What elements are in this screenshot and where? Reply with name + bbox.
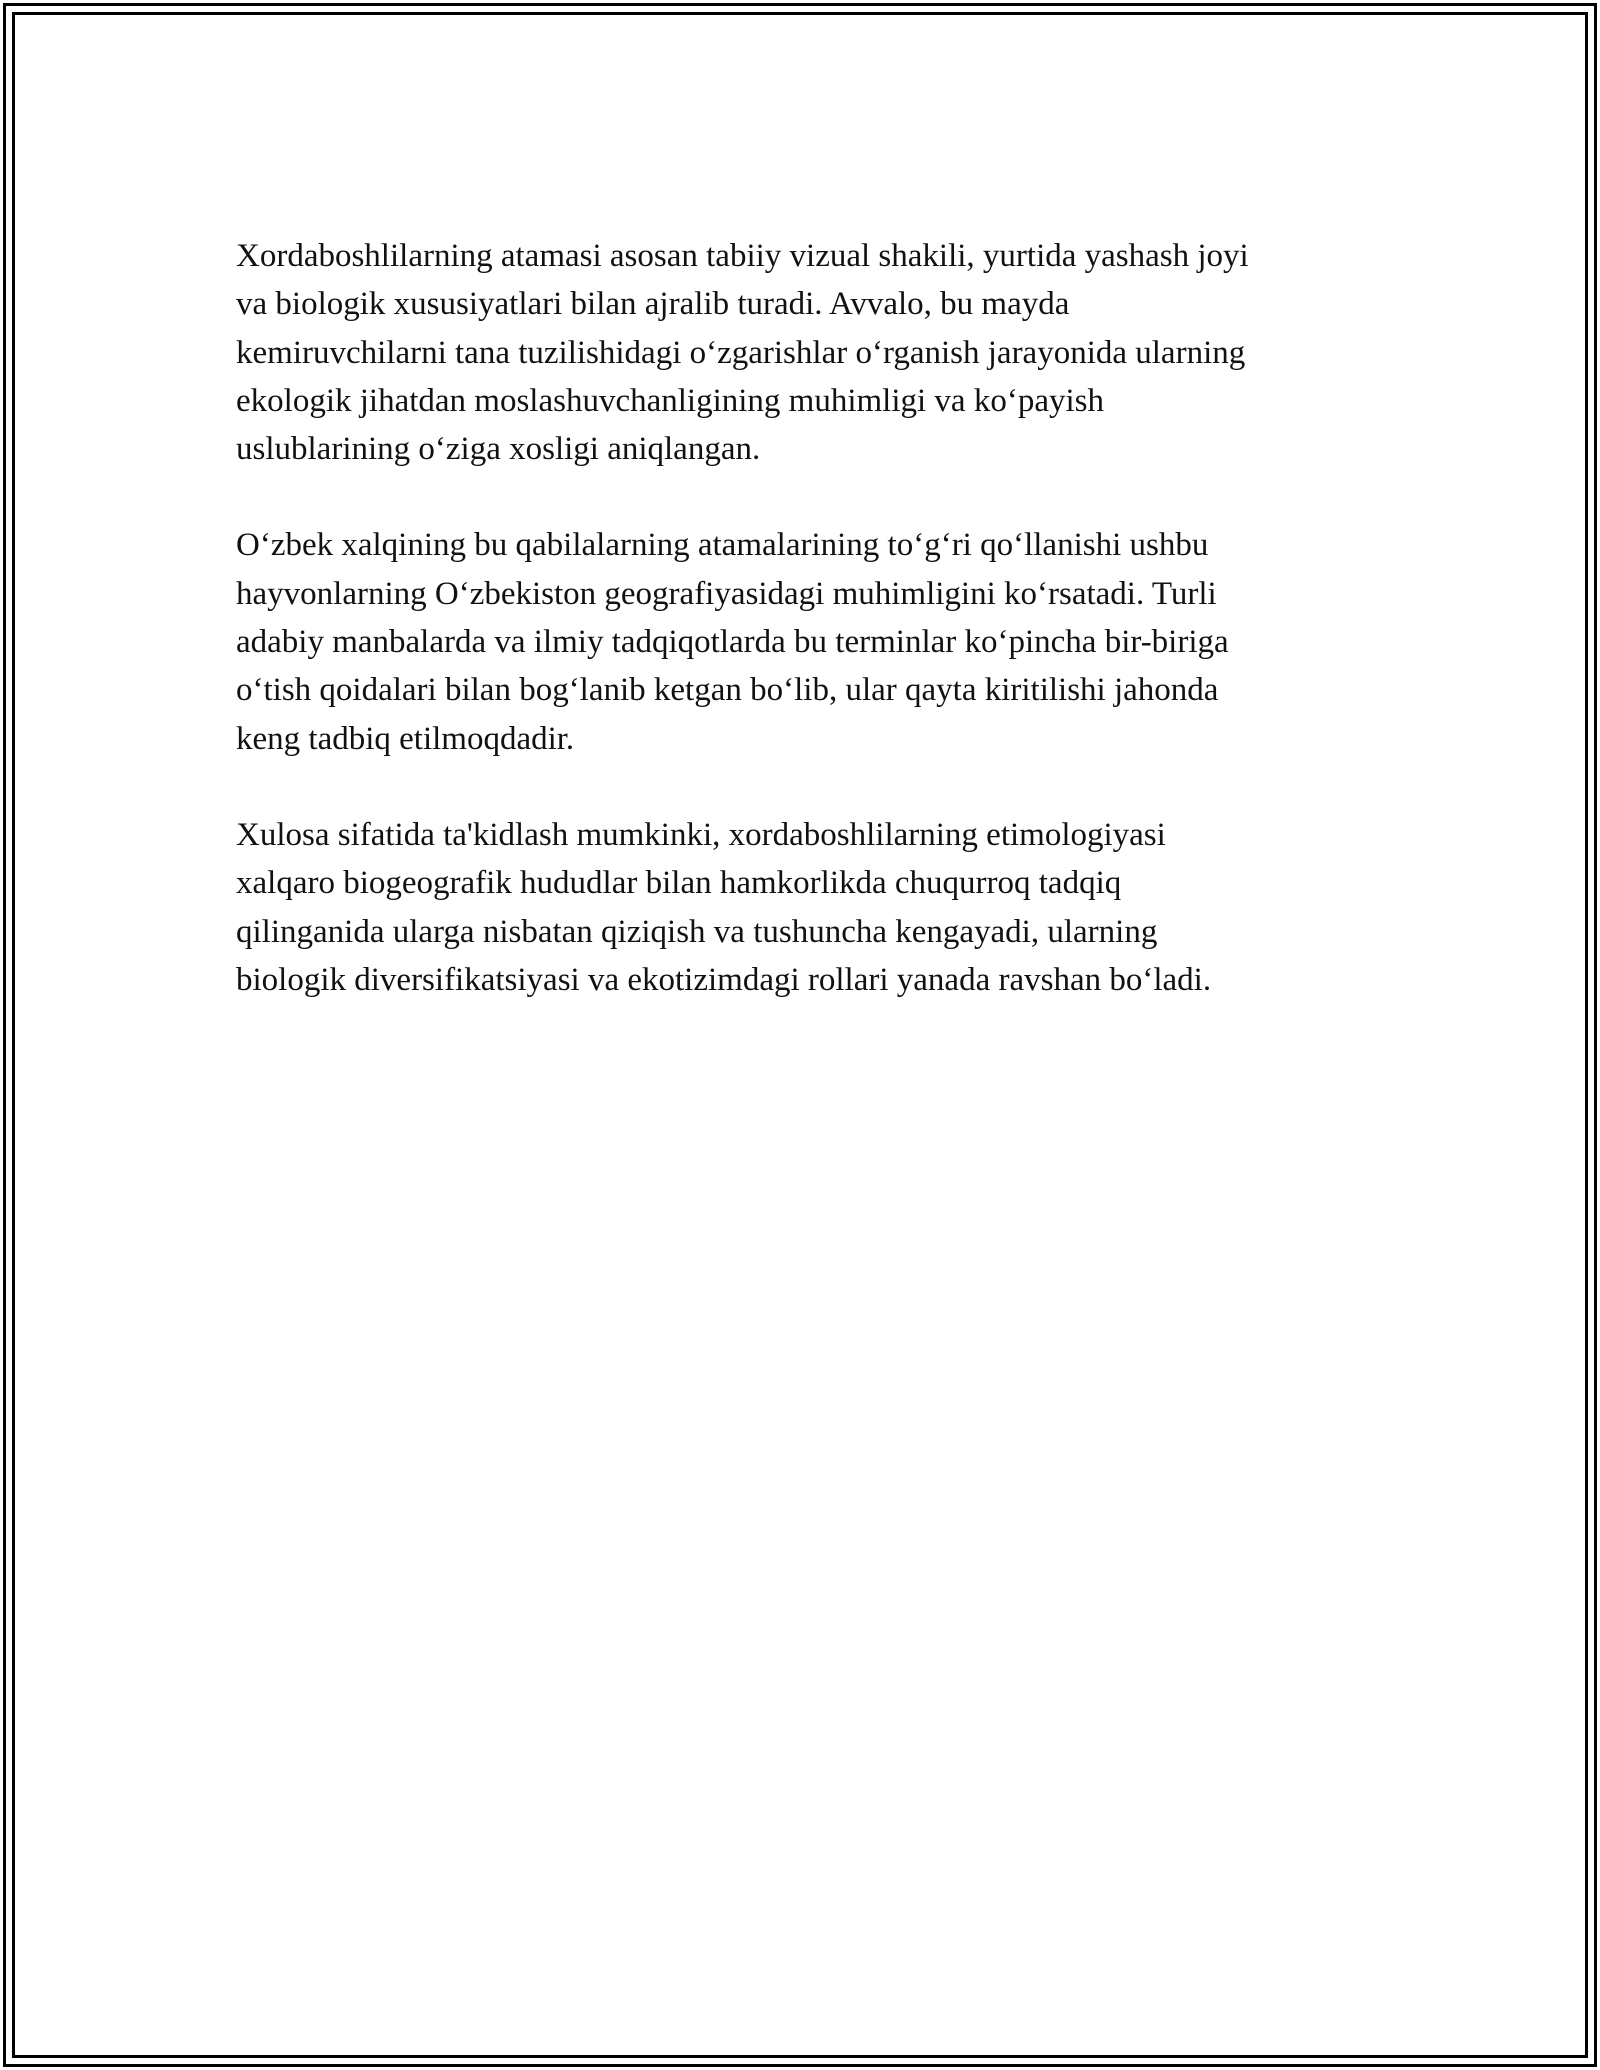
text-line: hayvonlarning O‘zbekiston geografiyasidagi muhimligini ko‘rsatadi. Turli (236, 575, 1217, 612)
text-line: o‘tish qoidalari bilan bog‘lanib ketgan bo‘lib, ular qayta kiritilishi jahonda (236, 672, 1219, 709)
text-line: va biologik xususiyatlari bilan ajralib turadi. Avvalo, bu mayda (236, 286, 1070, 323)
text-line: biologik diversifikatsiyasi va ekotizimdagi rollari yanada ravshan bo‘ladi. (236, 961, 1212, 998)
text-line: ekologik jihatdan moslashuvchanligining muhimligi va ko‘payish (236, 382, 1104, 419)
text-line: Xordaboshlilarning atamasi asosan tabiiy vizual shakili, yurtida yashash joyi (236, 238, 1249, 274)
text-line: xalqaro biogeografik hududlar bilan hamkorlikda chuqurroq tadqiq (236, 865, 1122, 902)
text-line: O‘zbek xalqining bu qabilalarning atamalarining to‘g‘ri qo‘llanishi ushbu (236, 527, 1209, 564)
text-line: qilinganida ularga nisbatan qiziqish va tushuncha kengayadi, ularning (236, 913, 1158, 950)
paragraph-1 (236, 232, 1386, 473)
paragraph-2 (236, 521, 1386, 762)
text-line: uslublarining o‘ziga xosligi aniqlangan. (236, 431, 761, 468)
text-line: kemiruvchilarni tana tuzilishidagi o‘zgarishlar o‘rganish jarayonida ularning (236, 334, 1246, 371)
text-line: adabiy manbalarda va ilmiy tadqiqotlarda bu terminlar ko‘pincha bir-biriga (236, 624, 1229, 661)
document-body (236, 232, 1386, 1052)
paragraph-3 (236, 811, 1386, 1004)
text-line: keng tadbiq etilmoqdadir. (236, 720, 575, 757)
text-line: Xulosa sifatida ta'kidlash mumkinki, xordaboshlilarning etimologiyasi (236, 816, 1166, 853)
